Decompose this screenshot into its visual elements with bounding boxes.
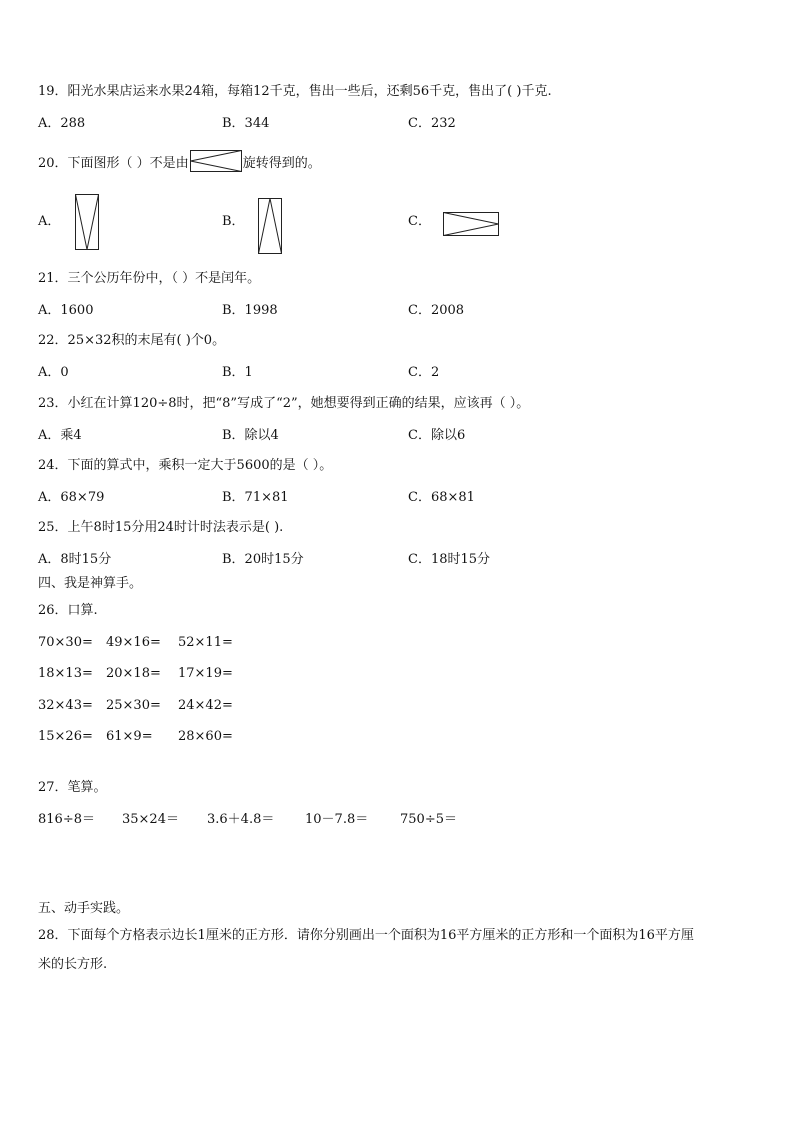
q20-reference-figure bbox=[190, 150, 242, 177]
q26-item: 24×42= bbox=[178, 698, 233, 713]
section-5-title: 五、动手实践。 bbox=[38, 901, 130, 916]
question-26-title: 26．口算. bbox=[38, 603, 98, 618]
q19-option-c: C．232 bbox=[408, 116, 456, 131]
q26-item: 70×30= bbox=[38, 635, 93, 650]
q25-option-c: C．18时15分 bbox=[408, 552, 491, 567]
q22-option-a: A．0 bbox=[38, 365, 69, 380]
section-4-title: 四、我是神算手。 bbox=[38, 576, 143, 591]
q24-option-b: B．71×81 bbox=[222, 490, 289, 505]
q23-option-c: C．除以6 bbox=[408, 428, 466, 443]
q23-option-a: A．乘4 bbox=[38, 428, 82, 443]
question-28-line-2: 米的长方形. bbox=[38, 957, 108, 972]
q24-option-a: A．68×79 bbox=[38, 490, 105, 505]
question-27-title: 27．笔算。 bbox=[38, 780, 107, 795]
q21-option-c: C．2008 bbox=[408, 303, 465, 318]
q20-option-c: C． bbox=[408, 214, 431, 229]
q26-item: 61×9= bbox=[106, 729, 153, 744]
q27-item: 10－7.8＝ bbox=[305, 812, 369, 827]
q26-item: 20×18= bbox=[106, 666, 161, 681]
question-21: 21．三个公历年份中，（ ）不是闰年。 bbox=[38, 271, 261, 286]
q27-item: 816÷8＝ bbox=[38, 812, 95, 827]
q21-option-a: A．1600 bbox=[38, 303, 94, 318]
q23-option-b: B．除以4 bbox=[222, 428, 279, 443]
q20-figure-b bbox=[258, 198, 282, 254]
q26-item: 25×30= bbox=[106, 698, 161, 713]
q25-option-a: A．8时15分 bbox=[38, 552, 112, 567]
q26-item: 52×11= bbox=[178, 635, 233, 650]
q27-item: 35×24＝ bbox=[122, 812, 179, 827]
q20-figure-c bbox=[443, 212, 499, 236]
q26-item: 32×43= bbox=[38, 698, 93, 713]
q22-option-b: B．1 bbox=[222, 365, 253, 380]
question-25: 25．上午8时15分用24时计时法表示是( ). bbox=[38, 520, 284, 535]
q27-item: 750÷5＝ bbox=[400, 812, 457, 827]
q26-item: 18×13= bbox=[38, 666, 93, 681]
q20-figure-a bbox=[75, 194, 99, 250]
question-28-line-1: 28．下面每个方格表示边长1厘米的正方形．请你分别画出一个面积为16平方厘米的正方形和一个面积为16平方厘 bbox=[38, 928, 694, 943]
q20-option-b: B． bbox=[222, 214, 245, 229]
q26-item: 28×60= bbox=[178, 729, 233, 744]
q20-option-a: A． bbox=[38, 214, 61, 229]
q20-text-before: 20．下面图形（ ）不是由 bbox=[38, 156, 189, 171]
q26-item: 15×26= bbox=[38, 729, 93, 744]
question-19: 19．阳光水果店运来水果24箱，每箱12千克，售出一些后，还剩56千克，售出了( )千克. bbox=[38, 84, 552, 99]
q24-option-c: C．68×81 bbox=[408, 490, 475, 505]
q26-item: 17×19= bbox=[178, 666, 233, 681]
q19-option-a: A．288 bbox=[38, 116, 86, 131]
q26-item: 49×16= bbox=[106, 635, 161, 650]
q20-text-after: 旋转得到的。 bbox=[242, 156, 321, 171]
q19-option-b: B．344 bbox=[222, 116, 270, 131]
question-23: 23．小红在计算120÷8时，把“8”写成了“2”，她想要得到正确的结果，应该再（ ）。 bbox=[38, 396, 530, 411]
q21-option-b: B．1998 bbox=[222, 303, 278, 318]
question-22: 22．25×32积的末尾有( )个0。 bbox=[38, 333, 226, 348]
question-20 bbox=[38, 150, 321, 177]
q25-option-b: B．20时15分 bbox=[222, 552, 304, 567]
q22-option-c: C．2 bbox=[408, 365, 440, 380]
q27-item: 3.6＋4.8＝ bbox=[207, 812, 275, 827]
question-24: 24．下面的算式中，乘积一定大于5600的是（ ）。 bbox=[38, 458, 333, 473]
